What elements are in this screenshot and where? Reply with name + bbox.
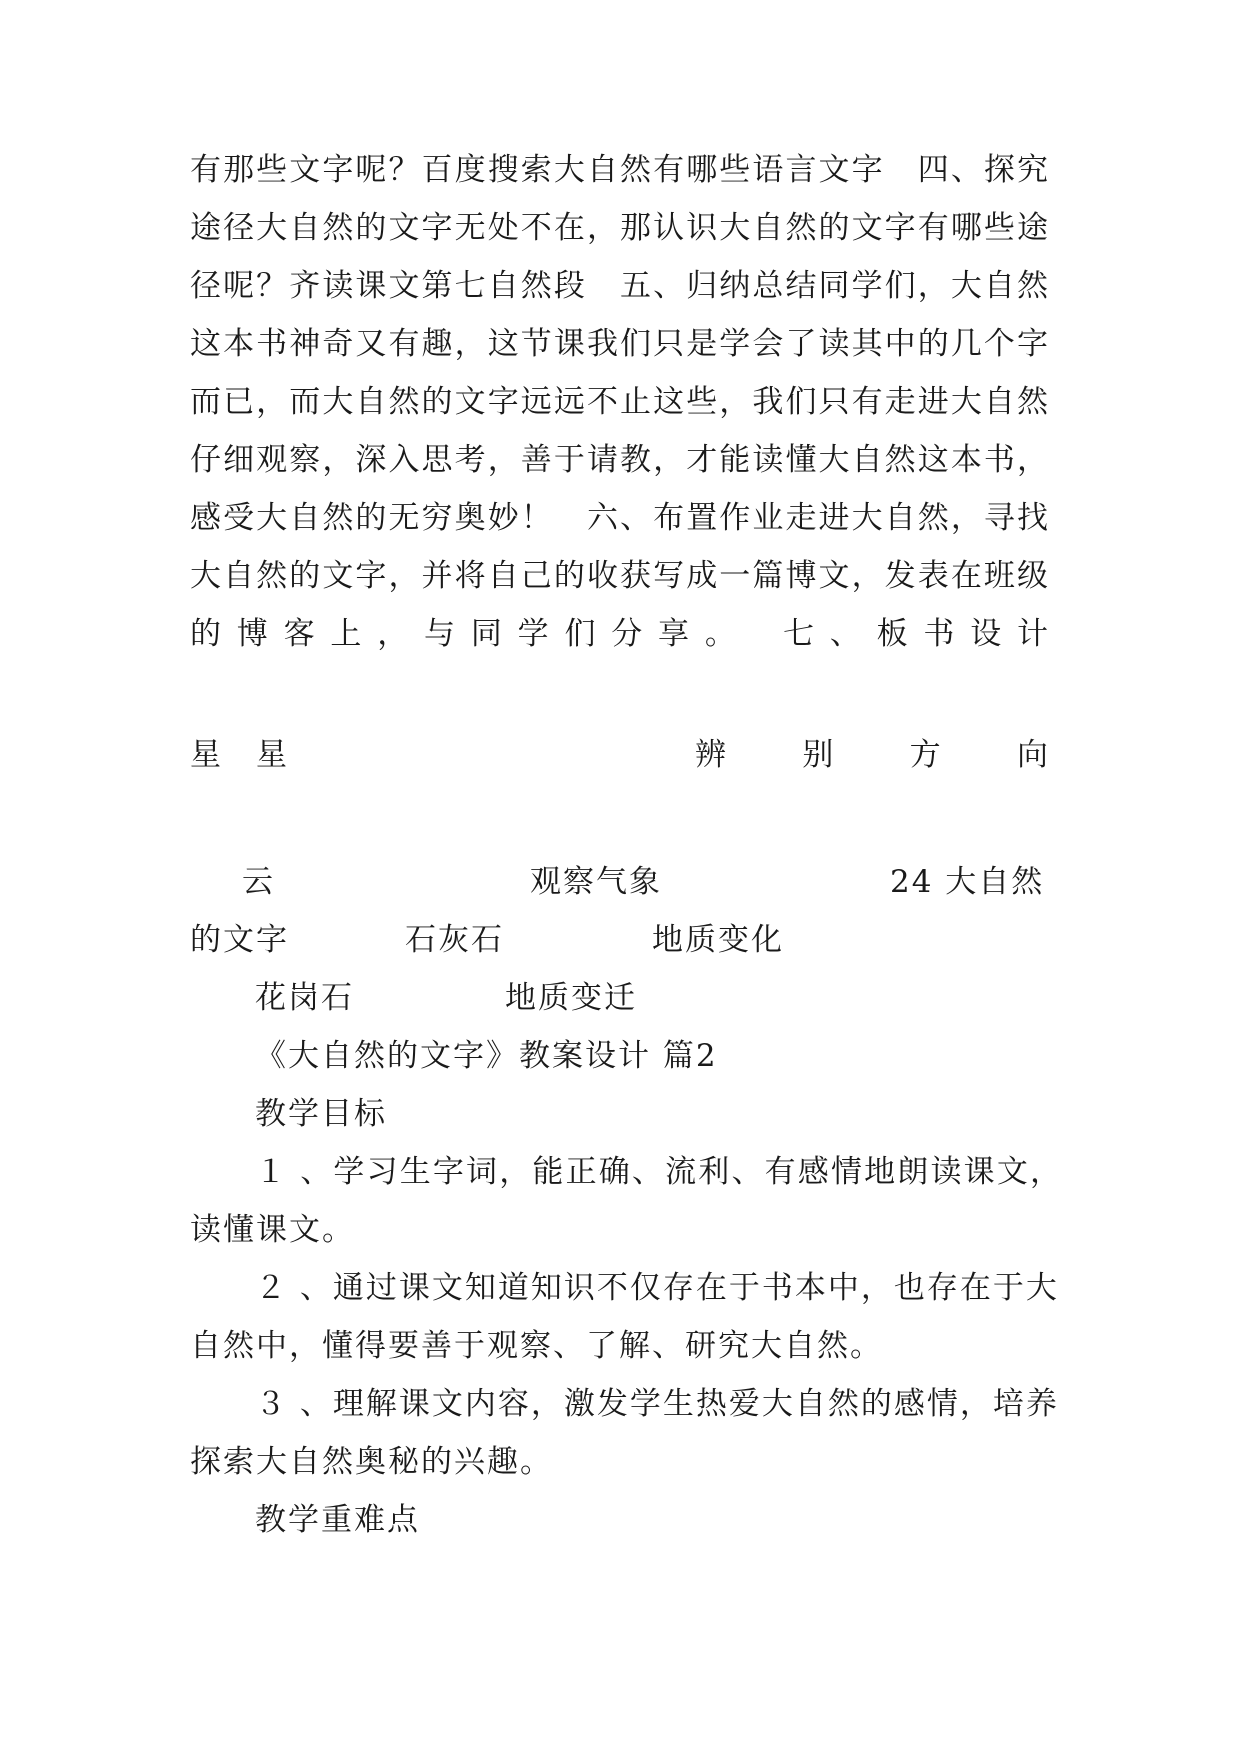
board-row2-col2: 观察气象: [530, 864, 662, 900]
paragraph-line: 的博客上，与同学们分享。 七、板书设计: [190, 616, 1050, 652]
board-row2-col1: 云: [242, 864, 275, 900]
board-row4-col1: 花岗石: [255, 980, 354, 1016]
paragraph-line: 感受大自然的无穷奥妙！ 六、布置作业走进大自然，寻找: [190, 500, 1050, 536]
goal-item-line1: ２ 、通过课文知道知识不仅存在于书本中，也存在于大: [255, 1270, 1059, 1306]
paragraph-line: 仔细观察，深入思考，善于请教，才能读懂大自然这本书，: [190, 442, 1050, 478]
goal-item-line2: 探索大自然奥秘的兴趣。: [190, 1444, 553, 1480]
paragraph-line: 有那些文字呢？百度搜索大自然有哪些语言文字 四、探究: [190, 152, 1050, 188]
board-row2-col3: 24 大自然: [890, 864, 1045, 900]
section-title: 《大自然的文字》教案设计 篇2: [255, 1038, 718, 1074]
board-row1-right: 辨 别 方 向: [695, 737, 1050, 773]
board-row3-col3: 地质变化: [652, 922, 784, 958]
board-row1-left: 星 星: [190, 737, 289, 773]
goal-item-line1: ３ 、理解课文内容，激发学生热爱大自然的感情，培养: [255, 1386, 1059, 1422]
paragraph-line: 大自然的文字，并将自己的收获写成一篇博文，发表在班级: [190, 558, 1050, 594]
paragraph-line: 这本书神奇又有趣，这节课我们只是学会了读其中的几个字: [190, 326, 1050, 362]
paragraph-line: 途径大自然的文字无处不在，那认识大自然的文字有哪些途: [190, 210, 1050, 246]
paragraph-line: 而已，而大自然的文字远远不止这些，我们只有走进大自然: [190, 384, 1050, 420]
goals-heading: 教学目标: [255, 1096, 387, 1132]
paragraph-line: 径呢？齐读课文第七自然段 五、归纳总结同学们，大自然: [190, 268, 1050, 304]
goal-item-line2: 读懂课文。: [190, 1212, 355, 1248]
goal-item-line1: １ 、学习生字词，能正确、流利、有感情地朗读课文，: [255, 1154, 1063, 1190]
board-row4-col2: 地质变迁: [505, 980, 637, 1016]
board-row3-col1: 的文字: [190, 922, 289, 958]
difficulty-heading: 教学重难点: [255, 1502, 420, 1538]
board-row3-col2: 石灰石: [405, 922, 504, 958]
goal-item-line2: 自然中，懂得要善于观察、了解、研究大自然。: [190, 1328, 883, 1364]
